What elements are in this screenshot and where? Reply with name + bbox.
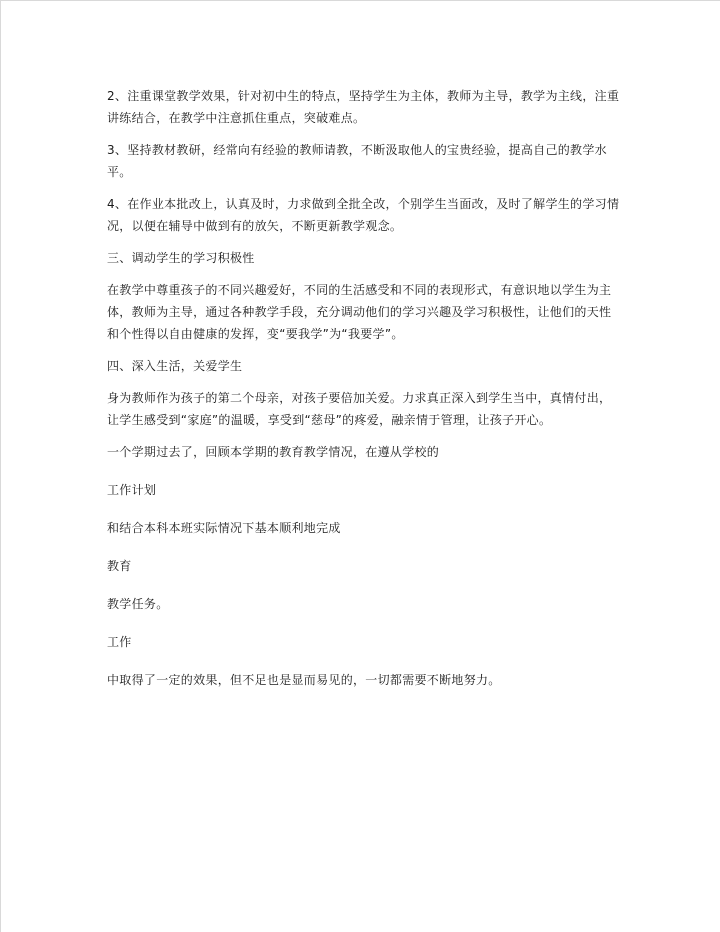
paragraph-item-4: 4、在作业本批改上，认真及时，力求做到全批全改，个别学生当面改，及时了解学生的学习情况，以便在辅导中做到有的放矢，不断更新教学观念。 [107,197,620,233]
paragraph-summary-4: 教育 [107,559,132,573]
paragraph-summary-2: 工作计划 [107,483,157,497]
paragraph-care: 身为教师作为孩子的第二个母亲，对孩子要倍加关爱。力求真正深入到学生当中，真情付出，让学生感受到“家庭”的温暖，享受到“慈母”的疼爱，融亲情于管理，让孩子开心。 [107,391,612,427]
paragraph-item-2: 2、注重课堂教学效果，针对初中生的特点，坚持学生为主体，教师为主导，教学为主线，注重讲练结合，在教学中注意抓住重点，突破难点。 [107,89,620,125]
section-heading-3: 三、调动学生的学习积极性 [107,251,255,265]
paragraph-interest: 在教学中尊重孩子的不同兴趣爱好，不同的生活感受和不同的表现形式，有意识地以学生为主体，教师为主导，通过各种教学手段，充分调动他们的学习兴趣及学习积极性，让他们的天性和个性得以自由健康的发挥，变“要我学”为“我要学”。 [107,283,612,341]
paragraph-summary-5: 教学任务。 [107,597,169,611]
document-body [107,85,621,707]
section-heading-4: 四、深入生活，关爱学生 [107,359,243,373]
paragraph-summary-7: 中取得了一定的效果，但不足也是显而易见的，一切都需要不断地努力。 [107,673,501,687]
paragraph-item-3: 3、坚持教材教研，经常向有经验的教师请教，不断汲取他人的宝贵经验，提高自己的教学水平。 [107,143,607,179]
paragraph-summary-1: 一个学期过去了，回顾本学期的教育教学情况，在遵从学校的 [107,445,440,459]
paragraph-summary-3: 和结合本科本班实际情况下基本顺利地完成 [107,521,341,535]
paragraph-summary-6: 工作 [107,635,132,649]
